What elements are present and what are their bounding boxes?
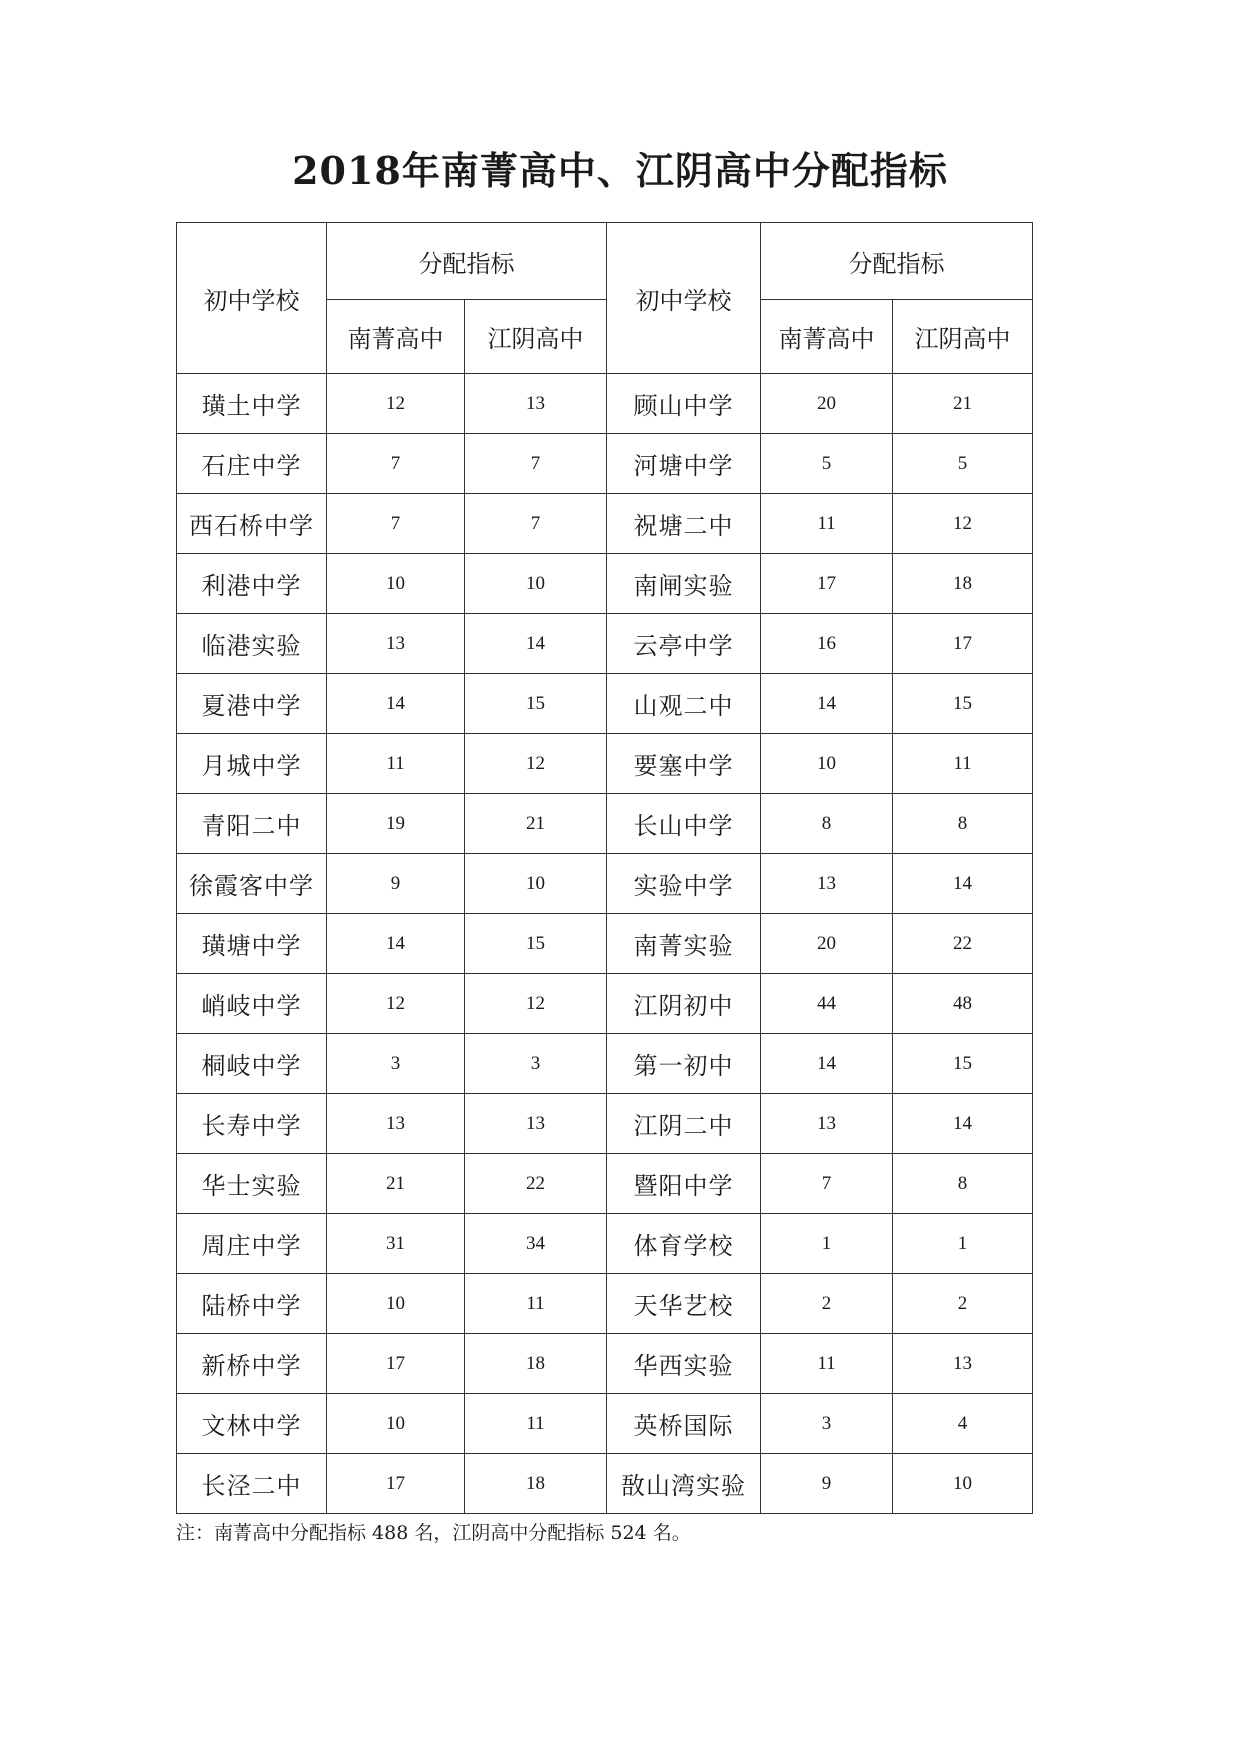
nanjing-quota-left: 31 bbox=[327, 1214, 465, 1274]
school-name-right: 江阴初中 bbox=[607, 974, 761, 1034]
school-name-left: 峭岐中学 bbox=[177, 974, 327, 1034]
nanjing-quota-right: 14 bbox=[761, 674, 893, 734]
jiangyin-quota-left: 7 bbox=[465, 494, 607, 554]
jiangyin-quota-left: 11 bbox=[465, 1274, 607, 1334]
header-school-left: 初中学校 bbox=[177, 223, 327, 374]
school-name-right: 顾山中学 bbox=[607, 374, 761, 434]
jiangyin-quota-left: 34 bbox=[465, 1214, 607, 1274]
jiangyin-quota-right: 1 bbox=[893, 1214, 1033, 1274]
table-row bbox=[177, 914, 1033, 974]
nanjing-quota-left: 14 bbox=[327, 674, 465, 734]
nanjing-quota-right: 1 bbox=[761, 1214, 893, 1274]
school-name-left: 青阳二中 bbox=[177, 794, 327, 854]
nanjing-quota-right: 9 bbox=[761, 1454, 893, 1514]
school-name-left: 璜土中学 bbox=[177, 374, 327, 434]
jiangyin-quota-right: 8 bbox=[893, 794, 1033, 854]
school-name-left: 临港实验 bbox=[177, 614, 327, 674]
nanjing-quota-left: 17 bbox=[327, 1334, 465, 1394]
nanjing-quota-right: 8 bbox=[761, 794, 893, 854]
jiangyin-quota-left: 18 bbox=[465, 1334, 607, 1394]
table-row bbox=[177, 494, 1033, 554]
table-row bbox=[177, 1034, 1033, 1094]
school-name-left: 文林中学 bbox=[177, 1394, 327, 1454]
table-row bbox=[177, 1274, 1033, 1334]
nanjing-quota-left: 10 bbox=[327, 1394, 465, 1454]
jiangyin-quota-right: 17 bbox=[893, 614, 1033, 674]
jiangyin-quota-right: 11 bbox=[893, 734, 1033, 794]
jiangyin-quota-left: 10 bbox=[465, 554, 607, 614]
nanjing-quota-left: 21 bbox=[327, 1154, 465, 1214]
school-name-right: 第一初中 bbox=[607, 1034, 761, 1094]
jiangyin-quota-left: 3 bbox=[465, 1034, 607, 1094]
school-name-left: 长寿中学 bbox=[177, 1094, 327, 1154]
nanjing-quota-right: 17 bbox=[761, 554, 893, 614]
nanjing-quota-left: 10 bbox=[327, 554, 465, 614]
nanjing-quota-right: 11 bbox=[761, 1334, 893, 1394]
nanjing-quota-right: 20 bbox=[761, 914, 893, 974]
school-name-right: 祝塘二中 bbox=[607, 494, 761, 554]
school-name-left: 陆桥中学 bbox=[177, 1274, 327, 1334]
nanjing-quota-right: 2 bbox=[761, 1274, 893, 1334]
jiangyin-quota-right: 21 bbox=[893, 374, 1033, 434]
nanjing-quota-left: 19 bbox=[327, 794, 465, 854]
nanjing-quota-right: 11 bbox=[761, 494, 893, 554]
header-allocation-right: 分配指标 bbox=[761, 223, 1033, 300]
school-name-left: 徐霞客中学 bbox=[177, 854, 327, 914]
jiangyin-quota-left: 15 bbox=[465, 914, 607, 974]
school-name-right: 南菁实验 bbox=[607, 914, 761, 974]
nanjing-quota-left: 10 bbox=[327, 1274, 465, 1334]
nanjing-quota-right: 13 bbox=[761, 854, 893, 914]
jiangyin-quota-left: 13 bbox=[465, 1094, 607, 1154]
school-name-left: 华士实验 bbox=[177, 1154, 327, 1214]
table-row bbox=[177, 1154, 1033, 1214]
jiangyin-quota-left: 12 bbox=[465, 734, 607, 794]
school-name-right: 敔山湾实验 bbox=[607, 1454, 761, 1514]
jiangyin-quota-left: 15 bbox=[465, 674, 607, 734]
nanjing-quota-right: 7 bbox=[761, 1154, 893, 1214]
table-row bbox=[177, 974, 1033, 1034]
school-name-right: 云亭中学 bbox=[607, 614, 761, 674]
jiangyin-quota-right: 12 bbox=[893, 494, 1033, 554]
jiangyin-quota-right: 15 bbox=[893, 674, 1033, 734]
school-name-right: 暨阳中学 bbox=[607, 1154, 761, 1214]
table-row bbox=[177, 1334, 1033, 1394]
school-name-left: 石庄中学 bbox=[177, 434, 327, 494]
school-name-right: 体育学校 bbox=[607, 1214, 761, 1274]
allocation-table bbox=[176, 222, 1033, 1514]
header-nanjing-right: 南菁高中 bbox=[761, 300, 893, 374]
nanjing-quota-left: 7 bbox=[327, 494, 465, 554]
jiangyin-quota-left: 12 bbox=[465, 974, 607, 1034]
nanjing-quota-right: 20 bbox=[761, 374, 893, 434]
school-name-left: 长泾二中 bbox=[177, 1454, 327, 1514]
jiangyin-quota-right: 5 bbox=[893, 434, 1033, 494]
table-row bbox=[177, 1394, 1033, 1454]
table-header bbox=[177, 223, 1033, 374]
table-row bbox=[177, 554, 1033, 614]
footnote: 注：南菁高中分配指标 488 名，江阴高中分配指标 524 名。 bbox=[176, 1522, 691, 1544]
header-allocation-left: 分配指标 bbox=[327, 223, 607, 300]
school-name-right: 河塘中学 bbox=[607, 434, 761, 494]
nanjing-quota-right: 44 bbox=[761, 974, 893, 1034]
table-row bbox=[177, 674, 1033, 734]
school-name-left: 利港中学 bbox=[177, 554, 327, 614]
header-jiangyin-left: 江阴高中 bbox=[465, 300, 607, 374]
jiangyin-quota-right: 22 bbox=[893, 914, 1033, 974]
school-name-left: 西石桥中学 bbox=[177, 494, 327, 554]
nanjing-quota-left: 3 bbox=[327, 1034, 465, 1094]
nanjing-quota-right: 16 bbox=[761, 614, 893, 674]
jiangyin-quota-left: 11 bbox=[465, 1394, 607, 1454]
jiangyin-quota-right: 8 bbox=[893, 1154, 1033, 1214]
table-row bbox=[177, 1454, 1033, 1514]
nanjing-quota-left: 7 bbox=[327, 434, 465, 494]
school-name-right: 英桥国际 bbox=[607, 1394, 761, 1454]
table-row bbox=[177, 794, 1033, 854]
jiangyin-quota-left: 7 bbox=[465, 434, 607, 494]
school-name-left: 新桥中学 bbox=[177, 1334, 327, 1394]
table-row bbox=[177, 1094, 1033, 1154]
table-row bbox=[177, 434, 1033, 494]
header-school-right: 初中学校 bbox=[607, 223, 761, 374]
jiangyin-quota-right: 10 bbox=[893, 1454, 1033, 1514]
jiangyin-quota-right: 4 bbox=[893, 1394, 1033, 1454]
jiangyin-quota-left: 18 bbox=[465, 1454, 607, 1514]
nanjing-quota-right: 14 bbox=[761, 1034, 893, 1094]
nanjing-quota-left: 13 bbox=[327, 1094, 465, 1154]
nanjing-quota-left: 17 bbox=[327, 1454, 465, 1514]
table-body bbox=[177, 374, 1033, 1514]
school-name-right: 山观二中 bbox=[607, 674, 761, 734]
nanjing-quota-right: 3 bbox=[761, 1394, 893, 1454]
school-name-left: 夏港中学 bbox=[177, 674, 327, 734]
school-name-left: 周庄中学 bbox=[177, 1214, 327, 1274]
nanjing-quota-left: 11 bbox=[327, 734, 465, 794]
nanjing-quota-left: 12 bbox=[327, 974, 465, 1034]
jiangyin-quota-left: 21 bbox=[465, 794, 607, 854]
header-nanjing-left: 南菁高中 bbox=[327, 300, 465, 374]
jiangyin-quota-right: 2 bbox=[893, 1274, 1033, 1334]
page-title: 2018年南菁高中、江阴高中分配指标 bbox=[292, 148, 948, 193]
school-name-right: 华西实验 bbox=[607, 1334, 761, 1394]
table-row bbox=[177, 374, 1033, 434]
table-row bbox=[177, 1214, 1033, 1274]
jiangyin-quota-right: 14 bbox=[893, 854, 1033, 914]
table-row bbox=[177, 854, 1033, 914]
school-name-right: 长山中学 bbox=[607, 794, 761, 854]
nanjing-quota-left: 12 bbox=[327, 374, 465, 434]
jiangyin-quota-right: 18 bbox=[893, 554, 1033, 614]
jiangyin-quota-left: 14 bbox=[465, 614, 607, 674]
jiangyin-quota-left: 10 bbox=[465, 854, 607, 914]
table-row bbox=[177, 734, 1033, 794]
table-row bbox=[177, 614, 1033, 674]
header-jiangyin-right: 江阴高中 bbox=[893, 300, 1033, 374]
jiangyin-quota-right: 13 bbox=[893, 1334, 1033, 1394]
school-name-right: 要塞中学 bbox=[607, 734, 761, 794]
nanjing-quota-left: 14 bbox=[327, 914, 465, 974]
nanjing-quota-left: 13 bbox=[327, 614, 465, 674]
nanjing-quota-right: 5 bbox=[761, 434, 893, 494]
jiangyin-quota-right: 14 bbox=[893, 1094, 1033, 1154]
school-name-left: 桐岐中学 bbox=[177, 1034, 327, 1094]
school-name-left: 月城中学 bbox=[177, 734, 327, 794]
jiangyin-quota-right: 48 bbox=[893, 974, 1033, 1034]
nanjing-quota-right: 13 bbox=[761, 1094, 893, 1154]
school-name-right: 江阴二中 bbox=[607, 1094, 761, 1154]
jiangyin-quota-left: 22 bbox=[465, 1154, 607, 1214]
jiangyin-quota-right: 15 bbox=[893, 1034, 1033, 1094]
school-name-right: 天华艺校 bbox=[607, 1274, 761, 1334]
nanjing-quota-left: 9 bbox=[327, 854, 465, 914]
school-name-right: 实验中学 bbox=[607, 854, 761, 914]
school-name-left: 璜塘中学 bbox=[177, 914, 327, 974]
nanjing-quota-right: 10 bbox=[761, 734, 893, 794]
school-name-right: 南闸实验 bbox=[607, 554, 761, 614]
jiangyin-quota-left: 13 bbox=[465, 374, 607, 434]
